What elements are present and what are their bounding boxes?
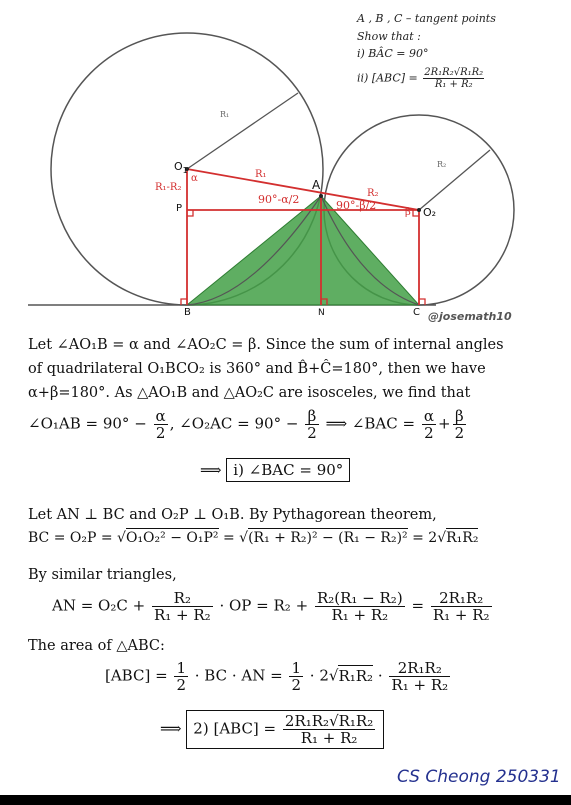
line-o1-o2: [187, 169, 419, 210]
label-r1-big: R₁: [220, 110, 230, 119]
text-p4: The area of △ABC:: [28, 638, 165, 654]
text-p1-line3: α+β=180°. As △AO₁B and △AO₂C are isosceles, we find that: [28, 385, 471, 401]
label-angle-left: 90°-α/2: [258, 193, 300, 206]
label-r2-red: R₂: [367, 188, 379, 199]
bottom-bar: [0, 795, 571, 805]
label-angle-right: 90°-β/2: [336, 199, 377, 212]
label-alpha: α: [191, 173, 198, 184]
triangle-abc: [187, 196, 419, 305]
radius-r1-line: [187, 93, 298, 169]
point-a: [319, 194, 323, 198]
label-r1-red: R₁: [255, 169, 267, 180]
watermark-handle: @josemath10: [428, 310, 512, 323]
label-o1: $O_1$: [174, 160, 188, 176]
label-r1-minus-r2: R₁-R₂: [155, 182, 182, 193]
equation-angles: ∠O₁AB = 90° − $\frac{\alpha}{2}$ , ∠O₂AC = 90° − $\frac{\beta}{2}$ ⟹ ∠BAC = $\frac{\alpha}{2}$ + $\frac{\beta}{2}$: [28, 407, 465, 442]
label-b: B: [184, 307, 191, 318]
text-p3: By similar triangles,: [28, 567, 177, 583]
result-1-box: i) ∠BAC = 90°: [226, 458, 350, 482]
header-line4: ii) [ABC] = $\frac{\text{2R₁R₂√R₁R₂}}{\text{R₁ + R₂}}$: [357, 67, 484, 90]
label-o2: O₂: [423, 206, 437, 219]
equation-an: AN = O₂C + $\frac{\text{R₂}}{\text{R₁ + R₂}}$ · OP = R₂ + $\frac{\text{R₂(R₁ − R₂)}}{\text{R₁ + R₂}}$ = $\frac{\text{2R₁R₂}}{\text{R₁ + R₂}}$: [52, 589, 490, 624]
signature: CS Cheong 250331: [397, 767, 561, 787]
label-n: N: [318, 308, 325, 318]
equation-area: [ABC] = $\frac{1}{2}$ · BC · AN = $\frac{1}{2}$ · 2√R₁R₂ · $\frac{\text{2R₁R₂}}{\text{R₁ + R₂}}$: [105, 659, 449, 694]
label-beta: β: [405, 207, 411, 218]
geometry-figure: [0, 0, 571, 322]
result-2: ⟹ 2) [ABC] = $\frac{\text{2R₁R₂√R₁R₂}}{\text{R₁ + R₂}}$: [160, 710, 384, 749]
equation-bc: BC = O₂P = √O₁O₂² − O₁P² = √(R₁ + R₂)² − (R₁ − R₂)² = 2√R₁R₂: [28, 530, 479, 546]
result-2-box: 2) [ABC] = $\frac{\text{2R₁R₂√R₁R₂}}{\text{R₁ + R₂}}$: [186, 710, 384, 749]
label-p: P: [176, 203, 183, 214]
text-p1-line2: of quadrilateral O₁BCO₂ is 360° and B̂+Ĉ=180°, then we have: [28, 361, 486, 377]
result-1: ⟹ i) ∠BAC = 90°: [200, 458, 350, 482]
point-o2: [417, 208, 421, 212]
text-p1-line1: Let ∠AO₁B = α and ∠AO₂C = β. Since the sum of internal angles: [28, 337, 504, 353]
label-c: C: [413, 307, 420, 318]
header-line1: A , B , C – tangent points: [357, 12, 496, 25]
header-line3: i) BÂC = 90°: [357, 47, 429, 60]
text-p2: Let AN ⊥ BC and O₂P ⊥ O₁B. By Pythagorean theorem,: [28, 507, 437, 523]
header-line2: Show that :: [357, 30, 421, 43]
radius-r2-line: [419, 150, 490, 210]
label-r2-small: R₂: [437, 160, 447, 169]
label-a: A: [312, 178, 321, 192]
